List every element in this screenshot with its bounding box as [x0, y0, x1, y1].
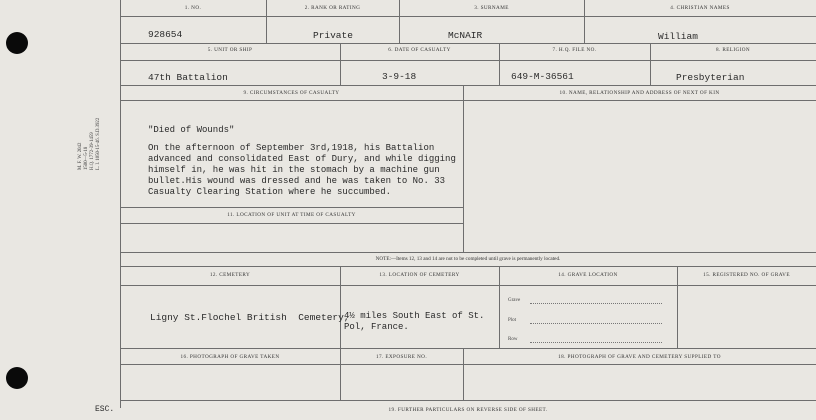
header-next-of-kin: 10. NAME, RELATIONSHIP AND ADDRESS OF NEXT OF KIN — [559, 90, 720, 96]
header-date-casualty: 6. DATE OF CASUALTY — [388, 47, 451, 53]
value-date-casualty: 3-9-18 — [382, 71, 417, 82]
value-religion: Presbyterian — [676, 72, 745, 83]
header-grave-location: 14. GRAVE LOCATION — [558, 272, 618, 278]
header-religion: 8. RELIGION — [715, 47, 751, 53]
header-location-cemetery: 13. LOCATION OF CEMETERY — [379, 272, 460, 278]
header-photo-grave: 16. PHOTOGRAPH OF GRAVE TAKEN — [180, 354, 280, 360]
plot-label: Plot — [508, 318, 517, 323]
header-circumstances: 9. CIRCUMSTANCES OF CASUALTY — [243, 90, 340, 96]
row-label: Row — [508, 337, 518, 342]
header-exposure: 17. EXPOSURE NO. — [375, 354, 428, 360]
side-print: M. F. W. 2042 1500—5-18 H.Q. 1772-39-1459 L. I. 1050-15-46. S.D.3922 — [78, 117, 101, 170]
value-location-cemetery: 4½ miles South East of St. Pol, France. — [344, 311, 485, 332]
header-christian-names: 4. CHRISTIAN NAMES — [670, 5, 730, 11]
header-rank: 2. RANK OR RATING — [304, 5, 361, 11]
value-unit: 47th Battalion — [148, 72, 228, 83]
header-no: 1. NO. — [184, 5, 202, 11]
value-no: 928654 — [148, 29, 183, 40]
further-particulars: 19. FURTHER PARTICULARS ON REVERSE SIDE OF SHEET. — [388, 407, 548, 413]
value-surname: McNAIR — [448, 30, 483, 41]
header-cemetery: 12. CEMETERY — [209, 272, 251, 278]
value-rank: Private — [313, 30, 353, 41]
value-hq-file: 649-M-36561 — [511, 71, 574, 82]
note-text: NOTE:—Items 12, 13 and 14 are not to be completed until grave is permanently located. — [375, 256, 561, 262]
circumstances-body: On the afternoon of September 3rd,1918, his Battalion advanced and consolidated East of Dury, and while digging himself in, he was hit in the stomach by a machine gun bullet.His wound was dressed and he was taken to No. 33 Casualty Clearing Station where he succumbed. — [148, 143, 456, 197]
header-registered-no: 15. REGISTERED NO. OF GRAVE — [703, 272, 790, 278]
grave-label: Grave — [508, 298, 521, 303]
header-surname: 3. SURNAME — [474, 5, 509, 11]
header-unit: 5. UNIT OR SHIP — [207, 47, 253, 53]
value-christian-names: William — [658, 31, 698, 42]
header-hq-file: 7. H.Q. FILE NO. — [552, 47, 597, 53]
header-photo-supplied: 18. PHOTOGRAPH OF GRAVE AND CEMETERY SUPPLIED TO — [558, 354, 721, 360]
footer-code: ESC. — [95, 405, 115, 414]
circumstances-title: "Died of Wounds" — [148, 125, 235, 135]
header-location-unit: 11. LOCATION OF UNIT AT TIME OF CASUALTY — [227, 212, 356, 218]
punch-hole-top — [6, 32, 28, 54]
value-cemetery: Ligny St.Flochel British Cemetery, — [150, 312, 350, 323]
punch-hole-bottom — [6, 367, 28, 389]
